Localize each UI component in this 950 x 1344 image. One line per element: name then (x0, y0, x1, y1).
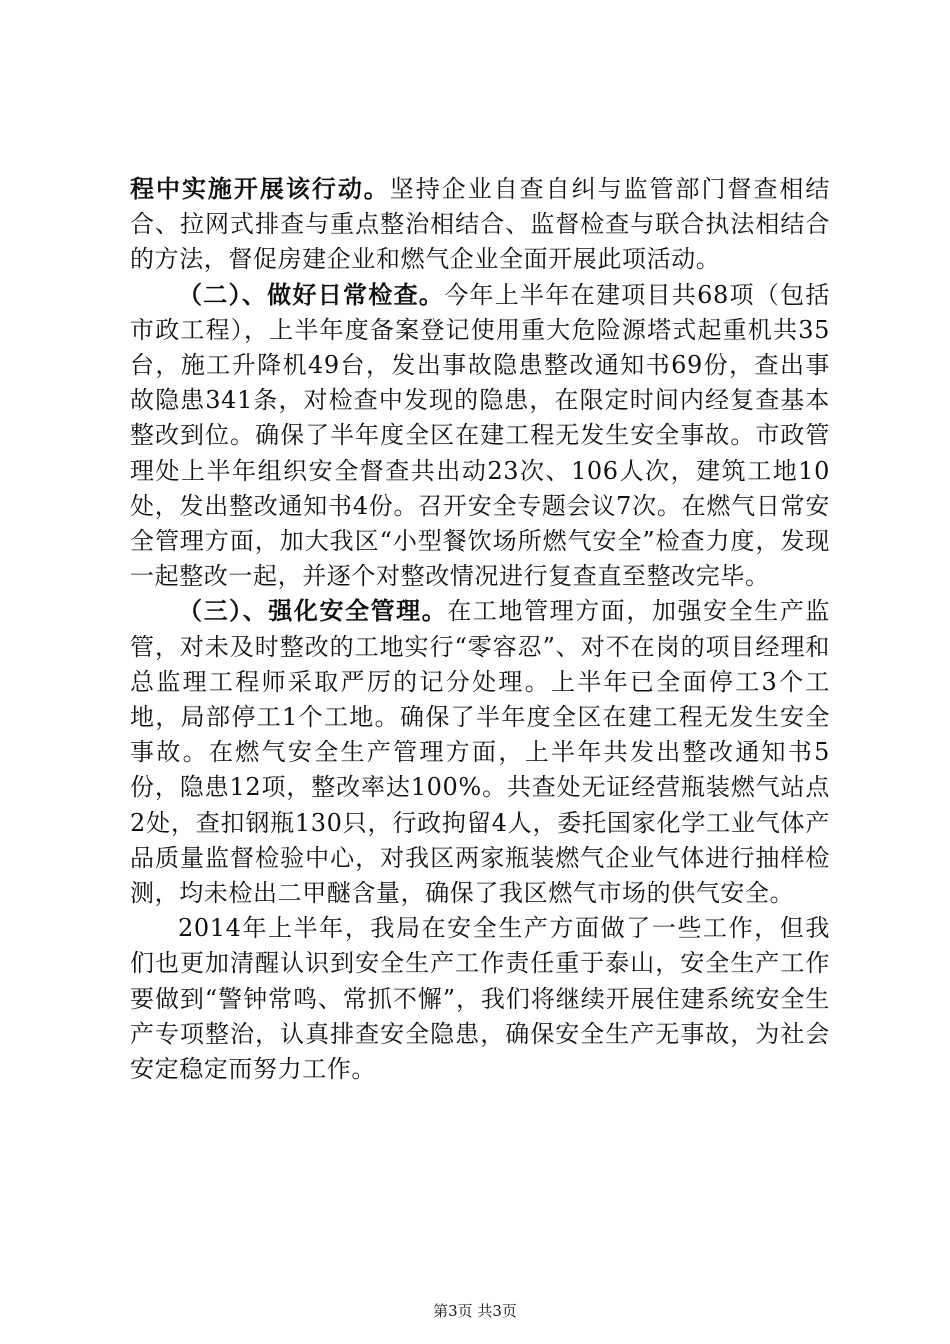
paragraph-1-lead: 程中实施开展该行动。 (130, 175, 390, 203)
paragraph-1-text: 坚持企业自查自纠与监管部门督查相结合、拉网式排查与重点整治相结合、监督检查与联合执法相结合的方法，督促房建企业和燃气企业全面开展此项活动。 (130, 175, 831, 274)
paragraph-summary (130, 911, 830, 1087)
paragraph-2-heading: （二）、做好日常检查。 (178, 280, 445, 309)
page-footer (0, 1301, 950, 1321)
paragraph-3-heading: （三）、强化安全管理。 (178, 597, 448, 626)
paragraph-4-text: 2014年上半年，我局在安全生产方面做了一些工作，但我们也更加清醒认识到安全生产工作责任重于泰山，安全生产工作要做到“警钟常鸣、常抓不懈”，我们将继续开展住建系统安全生产专项整治，认真排查安全隐患，确保安全生产无事故，为社会安定稳定而努力工作。 (130, 914, 830, 1084)
paragraph-3-text: 在工地管理方面，加强安全生产监管，对未及时整改的工地实行“零容忍”、对不在岗的项目经理和总监理工程师采取严厉的记分处理。上半年已全面停工3个工地，局部停工1个工地。确保了半年度全区在建工程无发生安全事故。在燃气安全生产管理方面，上半年共发出整改通知书5份，隐患12项，整改率达100%。共查处无证经营瓶装燃气站点2处，查扣钢瓶130只，行政拘留4人，委托国家化学工业气体产品质量监督检验中心，对我区两家瓶装燃气企业气体进行抽样检测，均未检出二甲醚含量，确保了我区燃气市场的供气安全。 (130, 597, 831, 908)
page-number-label: 第3页 共3页 (433, 1302, 517, 1320)
paragraph-daily-inspection (130, 278, 830, 595)
paragraph-safety-management (130, 594, 830, 911)
paragraph-1-continuation (130, 172, 830, 278)
paragraph-2-text: 今年上半年在建项目共68项（包括市政工程），上半年度备案登记使用重大危险源塔式起重机共35台，施工升降机49台，发出事故隐患整改通知书69份，查出事故隐患341条，对检查中发现的隐患，在限定时间内经复查基本整改到位。确保了半年度全区在建工程无发生安全事故。市政管理处上半年组织安全督查共出动23次、106人次，建筑工地10处，发出整改通知书4份。召开安全专题会议7次。在燃气日常安全管理方面，加大我区“小型餐饮场所燃气安全”检查力度，发现一起整改一起，并逐个对整改情况进行复查直至整改完毕。 (130, 280, 831, 591)
document-body (130, 172, 830, 1087)
